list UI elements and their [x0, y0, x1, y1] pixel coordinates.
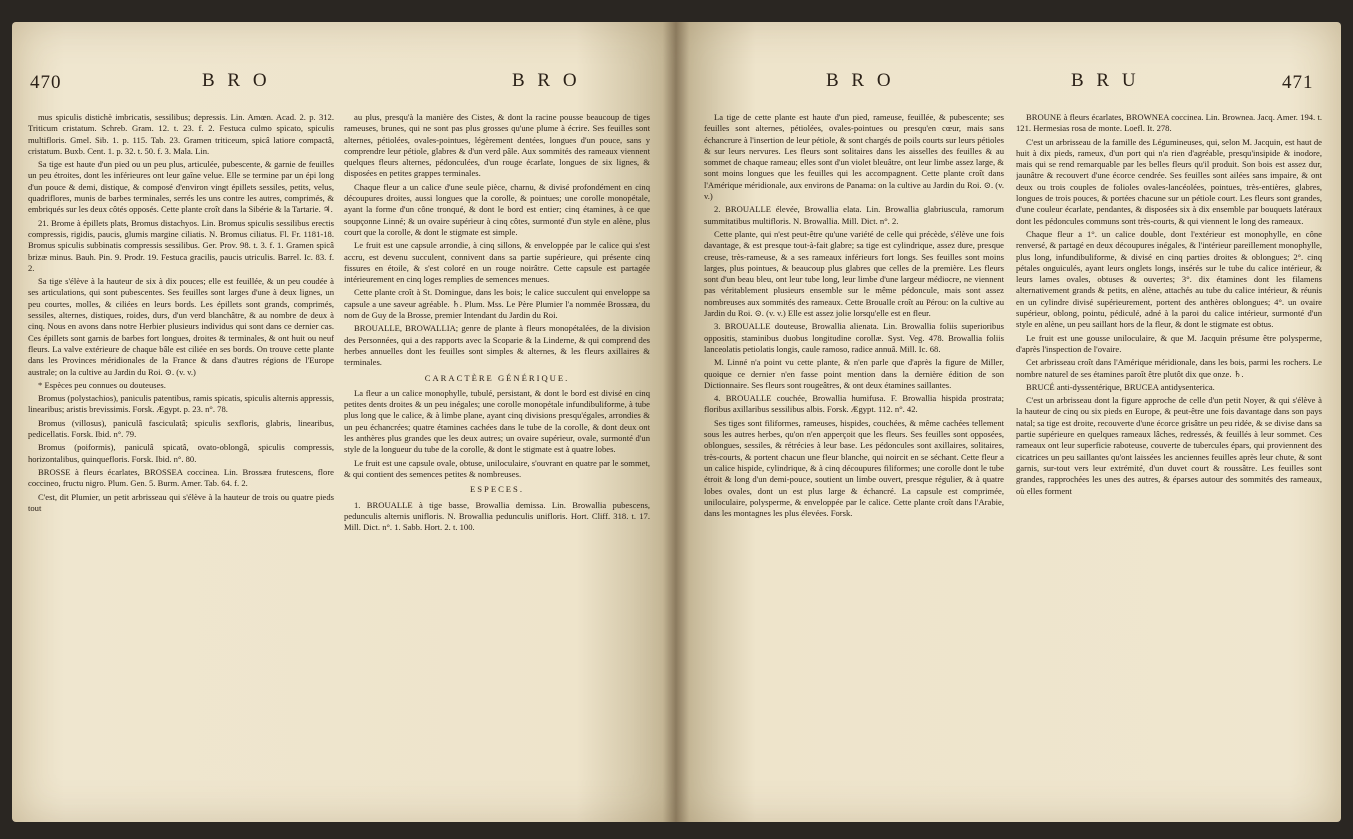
right-page-column-1	[704, 112, 1004, 822]
paragraph: CARACTÈRE GÉNÉRIQUE.	[424, 372, 570, 383]
paragraph: BRUCÉ anti-dyssentérique, BRUCEA antidysenterica.	[1026, 381, 1215, 392]
page-number-right: 471	[1282, 72, 1314, 93]
right-page	[676, 22, 1341, 822]
paragraph: C'est un arbrisseau dont la figure approche de celle d'un petit Noyer, & qui s'élève à la hauteur de cinq ou six pieds en Europe, & peut-être une fois davantage dans son pays natal; sa tige est droite, recouverte d'une écorce grisâtre un peu ridée, & se divise dans sa partie supérieure en quelques rameaux lâches, redressés, & feuillés à leur sommet. Ces rameaux ont leur superficie raboteuse, couverte de tubercules épars, qui proviennent des cicatrices un peu saillantes qu'ont laissées les anciennes feuilles après leur chute, & sont garnis, sur-tout vers leur extrémité, d'un duvet court & roussâtre. Les feuilles sont grandes, rapprochées les unes des autres, & éparses autour des sommités des rameaux, où elles forment	[1016, 395, 1322, 496]
paragraph: BROUALLE, BROWALLIA; genre de plante à fleurs monopétalées, de la division des Personnées, qui a des rapports avec la Scoparie & la Linderne, & qui comprend des herbes annuelles dont les feuilles sont simples & alternes, & les fleurs axillaires & terminales.	[344, 323, 650, 368]
paragraph: 3. BROUALLE douteuse, Browallia alienata. Lin. Browallia foliis superioribus oppositis, staminibus duobus longitudine corollæ. Syst. Veg. 478. Browallia foliis lanceolatis petiolatis longis, caule ramoso, radice annuâ. Mill. Ic. 68.	[704, 321, 1004, 354]
paragraph: Le fruit est une gousse uniloculaire, & que M. Jacquin présume être polysperme, d'après l'inspection de l'ovaire.	[1016, 332, 1322, 354]
running-head-right-1: B R O	[826, 70, 895, 91]
running-head-right-2: B R U	[1071, 70, 1140, 91]
paragraph: Le fruit est une capsule arrondie, à cinq sillons, & enveloppée par le calice qui s'est accru, est devenu succulent, connivent dans sa partie supérieure, qui présente cinq fissures en étoile, & s'est coloré en un rouge noirâtre. Cette capsule est partagée intérieurement en cinq loges remplies de semences menues.	[344, 240, 650, 285]
right-page-column-2	[1016, 112, 1322, 822]
paragraph: 21. Brome à épillets plats, Bromus distachyos. Lin. Bromus spiculis sessilibus erectis compressis, rigidis, paucis, glumis margine ciliatis. N. Bromus ciliatus. Fl. Fr. 1181-18. Bromus spiculis subbinatis compressis sessilibus. Ger. Prov. 98. t. 3. f. 1. Gramen spicâ brizæ minus. Bauh. Pin. 9. Prodr. 19. Festuca gracilis, paucis utriculis. Barrel. Ic. 83. f. 2.	[28, 217, 334, 273]
paragraph: Cette plante croît à St. Domingue, dans les bois; le calice succulent qui enveloppe sa capsule a une saveur agréable. ♄. Plum. Mss. Le Père Plumier l'a nommée Brossæa, du nom de Guy de la Brosse, premier Intendant du Jardin du Roi.	[344, 287, 650, 321]
paragraph: C'est, dit Plumier, un petit arbrisseau qui s'élève à la hauteur de trois ou quatre pieds tout	[28, 491, 334, 513]
paragraph: Sa tige est haute d'un pied ou un peu plus, articulée, pubescente, & garnie de feuilles un peu étroites, dont les inférieures ont leur gaîne velue. Elle se termine par un épi long d'un pouce & demi, distique, & composé d'environ vingt épillets sessiles, petits, velus, quadriflores, munis de barbes terminales, serrés les uns contre les autres, comprimés, & embriqués sur les deux côtés opposés. Cette plante croît dans la Sibérie & la Tartarie. ♃.	[28, 159, 334, 215]
paragraph: 1. BROUALLE à tige basse, Browallia demissa. Lin. Browallia pubescens, pedunculis alternis unifloris. N. Browallia pedunculis unifloris. Hort. Cliff. 318. t. 17. Mill. Dict. n°. 1. Sabb. Hort. 2. t. 100.	[344, 499, 650, 533]
paragraph: 4. BROUALLE couchée, Browallia humifusa. F. Browallia hispida prostrata; floribus axillaribus sessilibus albis. Forsk. Ægypt. 112. n°. 42.	[704, 393, 1004, 415]
paragraph: Cette plante, qui n'est peut-être qu'une variété de celle qui précède, s'élève une fois davantage, & est presque tout-à-fait glabre; sa tige est cylindrique, assez dure, presque creuse, très-rameuse, & a ses rameaux inférieurs fort longs. Ses feuilles sont moins larges, plus pointues, & beaucoup plus glabres que celles de la première. Les fleurs sont d'un beau bleu, ont leur tube long, leur limbe d'une largeur médiocre, ne viennent pas véritablement plusieurs ensemble sur le même pédoncule, mais sont assez nombreuses aux sommités des rameaux. Cette Broualle croît au Pérou: on la cultive au Jardin du Roi. ⊙. (v. v.) Elle est assez jolie lorsqu'elle est en fleur.	[704, 228, 1004, 319]
left-page-column-2	[344, 112, 650, 822]
paragraph: au plus, presqu'à la manière des Cistes, & dont la racine pousse beaucoup de tiges rameuses, brunes, qui ne sont pas plus grosses qu'une plume à écrire. Ses feuilles sont alternes, pétiolées, ovales-pointues, légèrement dentées, longues d'un pouce, sans y comprendre leur pétiole, glabres & d'un verd pâle. Aux sommités des rameaux viennent quelques fleurs alternes, pédonculées, d'un rouge écarlate, longues de six lignes, & disposées en petites grappes terminales.	[344, 112, 650, 179]
paragraph: ESPECES.	[470, 484, 524, 495]
paragraph: BROUNE à fleurs écarlates, BROWNEA coccinea. Lin. Brownea. Jacq. Amer. 194. t. 121. Hermesias rosa de monte. Loefl. It. 278.	[1016, 112, 1322, 134]
paragraph: C'est un arbrisseau de la famille des Légumineuses, qui, selon M. Jacquin, est haut de huit à dix pieds, rameux, d'un port qui n'a rien d'agréable, presqu'insipide & inodore, mais qui se rend remarquable par les belles fleurs qu'il produit. Son bois est assez dur, jaunâtre & recouvert d'une écorce cendrée. Ses feuilles sont ailées sans impaire, & ont deux ou trois couples de folioles ovales-lancéolées, pointues, très-entières, glabres, longues de trois pouces, & portées chacune sur un pétiole court. Les fleurs sont grandes, d'une couleur écarlate, pendantes, & disposées six à dix ensemble par bouquets latéraux dont les pédoncules communs sont très-courts, & qui viennent le long des rameaux.	[1016, 136, 1322, 226]
paragraph: Cet arbrisseau croît dans l'Amérique méridionale, dans les bois, parmi les rochers. Le nombre naturel de ses étamines paroît être plutôt dix que onze. ♄.	[1016, 357, 1322, 379]
paragraph: mus spiculis distichè imbricatis, sessilibus; depressis. Lin. Amœn. Acad. 2. p. 312. Triticum cristatum. Schreb. Gram. 12. t. 23. f. 2. Festuca culmo spicato, spiculis multifloris. Gmel. Sib. 1. p. 115. Tab. 23. Gramen triticeum, spicâ latiore compactâ, cristatum. Buxb. Cent. 1. p. 32. t. 50. f. 3. Mala. Lin.	[28, 112, 334, 156]
paragraph: Bromus (poiformis), paniculâ spicatâ, ovato-oblongâ, spiculis compressis, horizontalibus, quinquefloris. Forsk. Ibid. n°. 80.	[28, 442, 334, 464]
paragraph: Chaque fleur a un calice d'une seule pièce, charnu, & divisé profondément en cinq découpures droites, aussi longues que la corolle, & pointues; une corolle monopétale, ayant la forme d'un cône tronqué, & dont le bord est entier; cinq étamines, à ce que soupçonne Linné; & un ovaire supérieur à cinq côtes, surmonté d'un style en alène, plus court que la corolle, & dont le stigmate est simple.	[344, 181, 650, 237]
paragraph: 2. BROUALLE élevée, Browallia elata. Lin. Browallia glabriuscula, ramorum summitatibus multifloris. N. Browallia. Mill. Dict. n°. 2.	[704, 204, 1004, 226]
paragraph: * Espèces peu connues ou douteuses.	[38, 379, 166, 390]
page-number-left: 470	[30, 72, 62, 93]
paragraph: Chaque fleur a 1°. un calice double, dont l'extérieur est monophylle, en cône renversé, & partagé en deux découpures inégales, & l'intérieur pareillement monophylle, plus long, infundibuliforme, & divisé en cinq parties droites & oblongues; 2°. cinq pétales onguiculés, ayant leurs onglets longs, insérés sur le tube du calice intérieur, & leurs lames ovales, obtuses & ouvertes; 3°. dix étamines dont les filamens alternativement grands & petits, en alène, attachés au tube du calice intérieur, & réunis en un cylindre divisé supérieurement, portent des anthères oblongues; 4°. un ovaire supérieur, oblong, pointu, pédiculé, adné à la paroi du calice intérieur, surmonté d'un style en alène, un peu saillant hors de la fleur, & dont le stigmate est obtus.	[1016, 228, 1322, 330]
paragraph: Le fruit est une capsule ovale, obtuse, uniloculaire, s'ouvrant en quatre par le sommet, & qui contient des semences petites & nombreuses.	[344, 457, 650, 479]
left-page	[12, 22, 676, 822]
paragraph: La tige de cette plante est haute d'un pied, rameuse, feuillée, & pubescente; ses feuilles sont alternes, pétiolées, ovales-pointues ou presqu'en cœur, mais sans échancrure à l'insertion de leur pétiole, & sont chargés de poils courts sur leurs pétioles & sur leurs nervures. Les fleurs sont solitaires dans les aisselles des feuilles & au sommet de chaque rameau; elles sont d'un violet bleuâtre, ont leur limbe assez large, & sont moins longues que les feuilles qui les accompagnent. Cette plante croît dans l'Amérique méridionale, aux environs de Panama: on la cultive au Jardin du Roi. ⊙. (v. v.)	[704, 112, 1004, 202]
running-head-left-1: B R O	[202, 70, 271, 91]
paragraph: M. Linné n'a point vu cette plante, & n'en parle que d'après la figure de Miller, quoique ce dernier n'en fasse point mention dans la dernière édition de son Dictionnaire. Ses fleurs sont rougeâtres, & ont deux étamines saillantes.	[704, 357, 1004, 390]
paragraph: BROSSE à fleurs écarlates, BROSSEA coccinea. Lin. Brossæa frutescens, flore coccineo, fructu nigro. Plum. Gen. 5. Burm. Amer. Tab. 64. f. 2.	[28, 466, 334, 489]
running-head-left-2: B R O	[512, 70, 581, 91]
paragraph: La fleur a un calice monophylle, tubulé, persistant, & dont le bord est divisé en cinq petites dents droites & un peu inégales; une corolle monopétale infundibuliforme, à tube plus long que le calice, & à limbe plane, ayant cinq divisions presqu'égales, arrondies & un peu échancrées; quatre étamines cachées dans le tube de la corolle, & dont deux ont les anthères plus grandes que les deux autres; un ovaire supérieur, ovale, surmonté d'un style de la longueur du tube de la corolle, & dont le stigmate est à quatre lobes.	[344, 387, 650, 455]
paragraph: Ses tiges sont filiformes, rameuses, hispides, couchées, & même cachées tellement sous les autres herbes, qu'on n'en apperçoit que les fleurs. Ses feuilles sont opposées, oblongues, sessiles, & rétrécies à leur base. Les pédoncules sont axillaires, solitaires, très-courts, & portent chacun une fleur blanche, qui noircit en se séchant. Cette fleur a un calice hispide, cylindrique, & à cinq découpures filiformes; une corolle dont le tube étroit & long d'un demi-pouce, soutient un limbe ouvert, presque régulier, & à quatre lobes ovales, dont un est plus large & échancré. La capsule est comprimée, uniloculaire, polysperme, & enveloppée par le calice. Cette plante croît dans l'Arabie, dans les montagnes les plus élevées. Forsk.	[704, 417, 1004, 519]
paragraph: Bromus (villosus), paniculâ fasciculatâ; spiculis sexfloris, glabris, linearibus, pedicellatis. Forsk. Ibid. n°. 79.	[28, 417, 334, 440]
paragraph: Bromus (polystachios), paniculis patentibus, ramis spicatis, spiculis alternis appressis, linearibus; aristis brevissimis. Forsk. Ægypt. p. 23. n°. 78.	[28, 393, 334, 415]
paragraph: Sa tige s'élève à la hauteur de six à dix pouces; elle est feuillée, & un peu coudée à ses articulations, qui sont pubescentes. Ses feuilles sont larges d'une à deux lignes, un peu courtes, molles, & ciliées en leurs bords. Les épillets sont grands, comprimés, sessiles, alternes, distiques, roides, durs, d'un verd blanchâtre, & au nombre de deux à cinq. Nous en avons dans notre Herbier plusieurs individus qui sont dans ce dernier cas. Ces épillets sont garnis de barbes fort longues, droites & terminales, & ont huit ou neuf fleurs. La valve extérieure de chaque bâle est ciliée en ses bords. On trouve cette plante dans les Provinces méridionales de la France & dans d'autres régions de l'Europe australe; on la cultive au Jardin du Roi. ⊙. (v. v.)	[28, 276, 334, 377]
left-page-column-1	[28, 112, 334, 822]
